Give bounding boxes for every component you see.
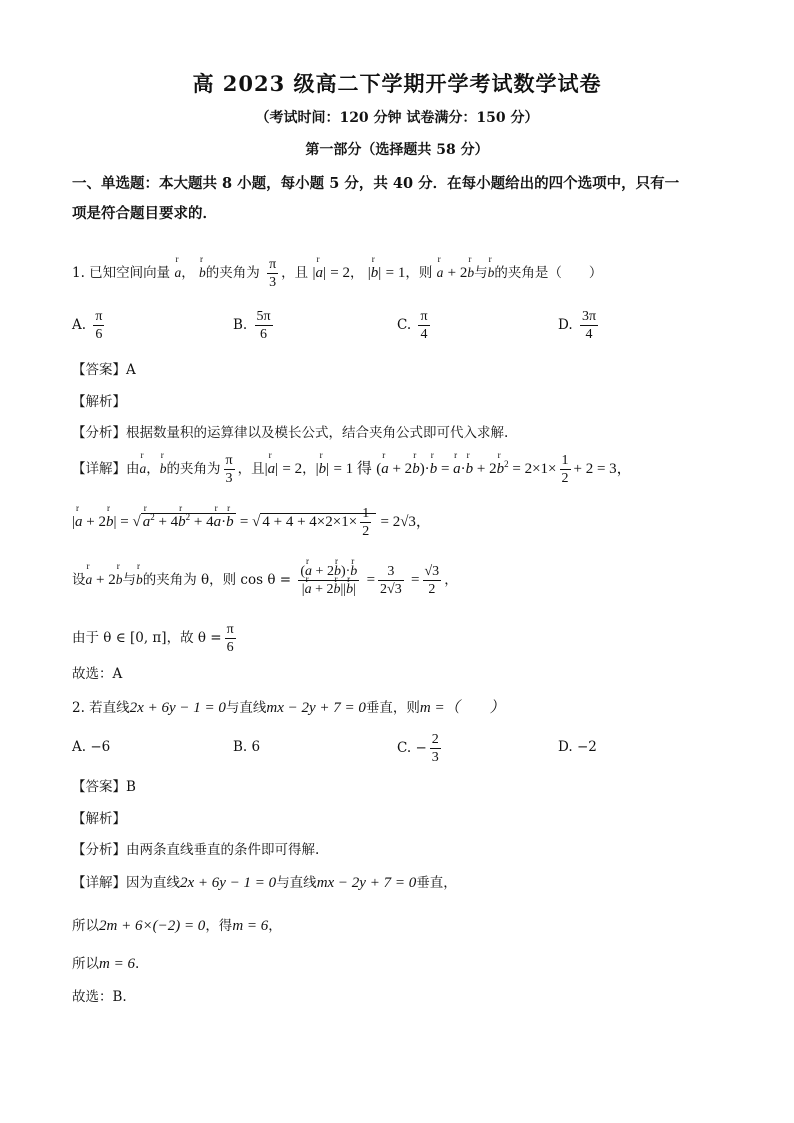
q2-step1: 所以2m + 6×(−2) = 0，得m = 6， (72, 918, 282, 934)
q2-pick: 故选：B. (72, 989, 127, 1005)
q2-step2: 所以m = 6. (72, 956, 140, 972)
section-heading-line1: 一、单选题：本大题共 8 小题，每小题 5 分，共 40 分．在每小题给出的四个选项中，只有一 (72, 175, 680, 192)
vector-a: r a (174, 265, 181, 280)
q1-detail-cosine: 设r a + 2r b与r b的夹角为 θ，则 cos θ = $\frac{\text{(r a + 2r b)·r b}}{\text{|r a + 2r b||r b|}}$ = $\frac{3}{2√3}$ = $\frac{√3}{2}$ ， (72, 563, 742, 598)
part-heading: 第一部分（选择题共 58 分） (305, 142, 489, 158)
q1-option-a[interactable]: A. $\frac{\pi}{6}$ (72, 309, 103, 342)
q1-option-c[interactable]: C. $\frac{\pi}{4}$ (397, 309, 428, 342)
q1-analysis: 【分析】根据数量积的运算律以及模长公式，结合夹角公式即可代入求解. (72, 425, 509, 441)
q2-answer: 【答案】B (72, 779, 136, 795)
page-title: 高 2023 级高二下学期开学考试数学试卷 (192, 71, 602, 96)
q2-option-c[interactable]: C. − $\frac{2}{3}$ (397, 732, 439, 765)
exam-info: （考试时间：120 分钟 试卷满分：150 分） (255, 110, 539, 126)
q1-stem: 1. 已知空间向量 r a， r b的夹角为 $\frac{\pi}{3}$ ，且 |r a| = 2， |r b| = 1，则 r a + 2r b与r b的夹角是（ ） (72, 256, 742, 291)
q1-option-d[interactable]: D. $\frac{3\pi}{4}$ (558, 309, 597, 342)
q1-angle: $\frac{\pi}{3}$ (269, 257, 277, 290)
q2-option-a[interactable]: A. −6 (72, 739, 111, 755)
q2-detail: 【详解】因为直线2x + 6y − 1 = 0与直线mx − 2y + 7 = 0垂直， (72, 875, 457, 891)
q1-detail-range: 由于 θ ∈ [0, π]，故 θ = $\frac{\pi}{6}$ (72, 622, 234, 655)
q2-analysis-heading: 【解析】 (72, 811, 126, 827)
q1-option-b[interactable]: B. $\frac{5\pi}{6}$ (233, 309, 271, 342)
q1-detail-modulus: |r a + 2r b| = √r $a^2 + 4r$ $b^2 + 4r$ a·r b = √ 4 + 4 + 4×2×1× $\frac{1}{2}$ = 2√3， (72, 505, 742, 540)
q2-option-b[interactable]: B. 6 (233, 739, 261, 755)
section-heading-line2: 项是符合题目要求的． (72, 205, 217, 222)
q2-stem: 2. 若直线2x + 6y − 1 = 0与直线mx − 2y + 7 = 0垂直，则m =（ ） (72, 700, 505, 716)
q2-option-d[interactable]: D. −2 (558, 739, 597, 755)
q1-analysis-heading: 【解析】 (72, 394, 126, 410)
q1-detail-line1: 【详解】由r a，r b的夹角为 $\frac{\pi}{3}$ ，且|r a| = 2，|r b| = 1 得 (r a + 2r b)·r b = r a·r b + 2r $b^2 = 2\times 1\times$ $\frac{1}{2}$ + 2 = 3， (72, 452, 742, 487)
q1-answer: 【答案】A (72, 362, 136, 378)
q1-pick: 故选：A (72, 666, 123, 682)
q2-analysis: 【分析】由两条直线垂直的条件即可得解. (72, 842, 320, 858)
vector-b: r b (199, 265, 206, 280)
